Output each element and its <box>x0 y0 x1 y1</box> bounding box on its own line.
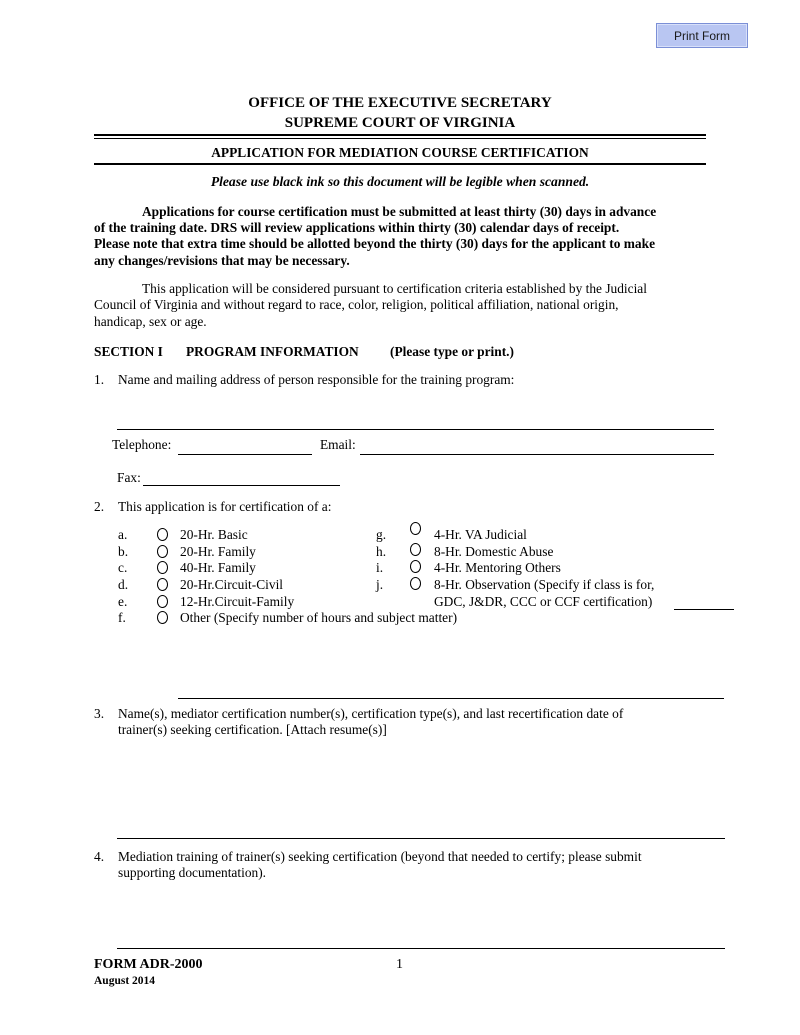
email-field[interactable] <box>360 454 714 455</box>
option-label-j: 8-Hr. Observation (Specify if class is for, <box>434 577 655 592</box>
section-label: SECTION I <box>94 344 163 359</box>
option-letter-h: h. <box>376 544 387 559</box>
q4-number: 4. <box>94 849 105 864</box>
option-letter-i: i. <box>376 560 384 575</box>
deadline-line-1: Applications for course certification must be submitted at least thirty (30) days in advance <box>142 204 657 219</box>
header-rule-bottom <box>94 163 706 165</box>
radio-12hr-circuit-family[interactable] <box>157 595 168 608</box>
option-label-a: 20-Hr. Basic <box>180 527 248 542</box>
fax-label: Fax: <box>117 470 141 485</box>
q3-line-1: Name(s), mediator certification number(s), certification type(s), and last recertification date of <box>118 706 624 721</box>
observation-specify-field[interactable] <box>674 609 734 610</box>
option-letter-a: a. <box>118 527 128 542</box>
q3-line-2: trainer(s) seeking certification. [Attach resume(s)] <box>118 722 387 737</box>
other-specify-field[interactable] <box>178 698 724 699</box>
section-title: PROGRAM INFORMATION <box>186 344 359 359</box>
option-letter-j: j. <box>376 577 384 592</box>
q2-number: 2. <box>94 499 105 514</box>
header-rule-top-thin <box>94 138 706 139</box>
page-number: 1 <box>396 957 403 972</box>
option-label-f: Other (Specify number of hours and subject matter) <box>180 610 458 625</box>
telephone-field[interactable] <box>178 454 312 455</box>
option-letter-c: c. <box>118 560 128 575</box>
q3-number: 3. <box>94 706 105 721</box>
q4-line-1: Mediation training of trainer(s) seeking certification (beyond that needed to certify; please submit <box>118 849 642 864</box>
q1-number: 1. <box>94 372 105 387</box>
option-label-g: 4-Hr. VA Judicial <box>434 527 527 542</box>
q2-text: This application is for certification of a: <box>118 499 332 514</box>
option-label-c: 40-Hr. Family <box>180 560 256 575</box>
office-title: OFFICE OF THE EXECUTIVE SECRETARY <box>248 95 552 111</box>
section-note: (Please type or print.) <box>390 344 514 359</box>
court-title: SUPREME COURT OF VIRGINIA <box>284 115 516 131</box>
form-id: FORM ADR-2000 <box>94 957 203 972</box>
option-label-d: 20-Hr.Circuit-Civil <box>180 577 284 592</box>
q1-text: Name and mailing address of person responsible for the training program: <box>118 372 515 387</box>
deadline-line-3: Please note that extra time should be allotted beyond the thirty (30) days for the applicant to make <box>94 236 656 251</box>
radio-20hr-circuit-civil[interactable] <box>157 578 168 591</box>
q4-line-2: supporting documentation). <box>118 865 267 880</box>
q3-answer-line[interactable] <box>117 838 725 839</box>
option-label-e: 12-Hr.Circuit-Family <box>180 594 295 609</box>
option-letter-e: e. <box>118 594 128 609</box>
option-letter-b: b. <box>118 544 129 559</box>
option-label-i: 4-Hr. Mentoring Others <box>434 560 561 575</box>
radio-20hr-family[interactable] <box>157 545 168 558</box>
option-letter-d: d. <box>118 577 129 592</box>
option-label-h: 8-Hr. Domestic Abuse <box>434 544 554 559</box>
print-form-button[interactable]: Print Form <box>656 23 748 48</box>
ink-note: Please use black ink so this document will be legible when scanned. <box>210 174 590 189</box>
radio-20hr-basic[interactable] <box>157 528 168 541</box>
criteria-line-2: Council of Virginia and without regard to race, color, religion, political affiliation, national origin, <box>94 297 619 312</box>
deadline-line-4: any changes/revisions that may be necessary. <box>94 253 350 268</box>
deadline-line-2: of the training date. DRS will review applications within thirty (30) calendar days of receipt. <box>94 220 620 235</box>
option-label-b: 20-Hr. Family <box>180 544 256 559</box>
criteria-line-3: handicap, sex or age. <box>94 314 207 329</box>
form-title: APPLICATION FOR MEDIATION COURSE CERTIFICATION <box>211 145 589 160</box>
radio-40hr-family[interactable] <box>157 561 168 574</box>
option-j-continuation: GDC, J&DR, CCC or CCF certification) <box>434 594 653 609</box>
fax-field[interactable] <box>143 485 340 486</box>
radio-4hr-va-judicial[interactable] <box>410 522 421 535</box>
form-date: August 2014 <box>94 975 156 987</box>
radio-4hr-mentoring[interactable] <box>410 560 421 573</box>
telephone-label: Telephone: <box>112 437 172 452</box>
email-label: Email: <box>320 437 356 452</box>
option-letter-f: f. <box>118 610 126 625</box>
radio-8hr-domestic-abuse[interactable] <box>410 543 421 556</box>
option-letter-g: g. <box>376 527 387 542</box>
header-rule-top <box>94 134 706 136</box>
q4-answer-line[interactable] <box>117 948 725 949</box>
q1-name-address-line[interactable] <box>117 429 714 430</box>
radio-other[interactable] <box>157 611 168 624</box>
criteria-line-1: This application will be considered pursuant to certification criteria established by the Judicial <box>142 281 647 296</box>
radio-8hr-observation[interactable] <box>410 577 421 590</box>
